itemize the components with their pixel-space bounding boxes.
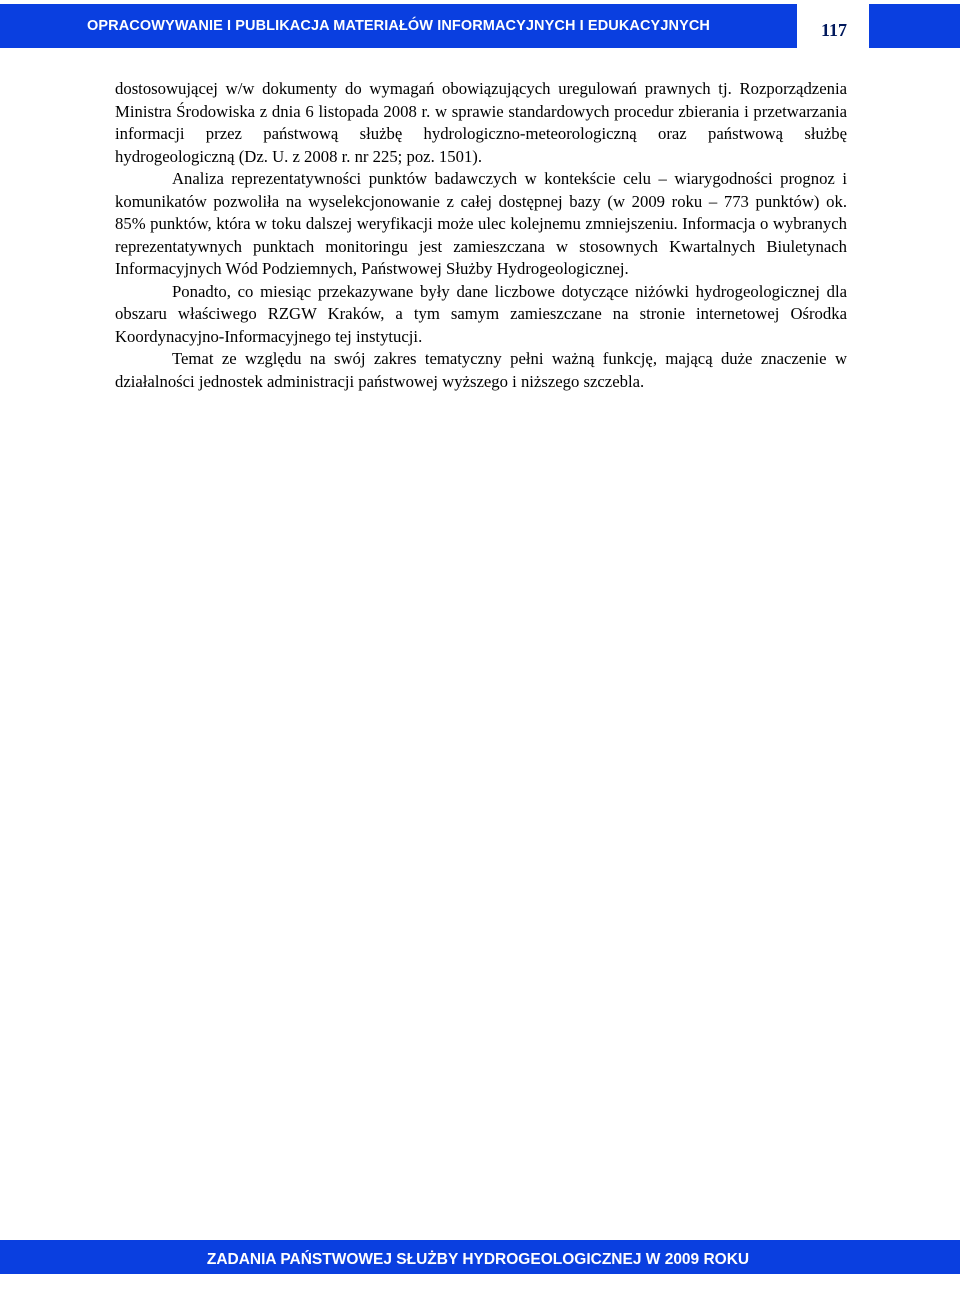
page-header — [0, 4, 960, 48]
header-title: OPRACOWYWANIE I PUBLIKACJA MATERIAŁÓW INFORMACYJNYCH I EDUKACYJNYCH — [87, 18, 710, 34]
header-banner — [0, 4, 797, 48]
paragraph-2: Analiza reprezentatywności punktów badawczych w kontekście celu – wiarygodności prognoz i komunikatów pozwoliła na wyselekcjonowanie z całej dostępnej bazy (w 2009 roku – 773 punktów) ok. 85% punktów, która w toku dalszej weryfikacji może ulec kolejnemu zmniejszeniu. Informacja o wybranych reprezentatywnych punktach monitoringu jest zamieszczana w stosownych Kwartalnych Biuletynach Informacyjnych Wód Podziemnych, Państwowej Służby Hydrogeologicznej. — [115, 169, 847, 278]
paragraph-4: Temat ze względu na swój zakres tematyczny pełni ważną funkcję, mającą duże znaczenie w działalności jednostek administracji państwowej wyższego i niższego szczebla. — [115, 349, 847, 391]
paragraph-1: dostosowującej w/w dokumenty do wymagań obowiązujących uregulowań prawnych tj. Rozporządzenia Ministra Środowiska z dnia 6 listopada 2008 r. w sprawie standardowych procedur zbierania i przetwarzania informacji przez państwową służbę hydrologiczno-meteorologiczną oraz państwową służbę hydrogeologiczną (Dz. U. z 2008 r. nr 225; poz. 1501). — [115, 79, 847, 166]
paragraph-3: Ponadto, co miesiąc przekazywane były dane liczbowe dotyczące niżówki hydrogeologicznej dla obszaru właściwego RZGW Kraków, a tym samym zamieszczane na stronie internetowej Ośrodka Koordynacyjno-Informacyjnego tej instytucji. — [115, 281, 847, 346]
page-body — [115, 78, 847, 393]
page-footer — [0, 1244, 960, 1274]
header-banner-right — [869, 4, 960, 48]
footer-title: ZADANIA PAŃSTWOWEJ SŁUŻBY HYDROGEOLOGICZNEJ W 2009 ROKU — [206, 1251, 750, 1268]
page-number: 117 — [820, 19, 847, 40]
